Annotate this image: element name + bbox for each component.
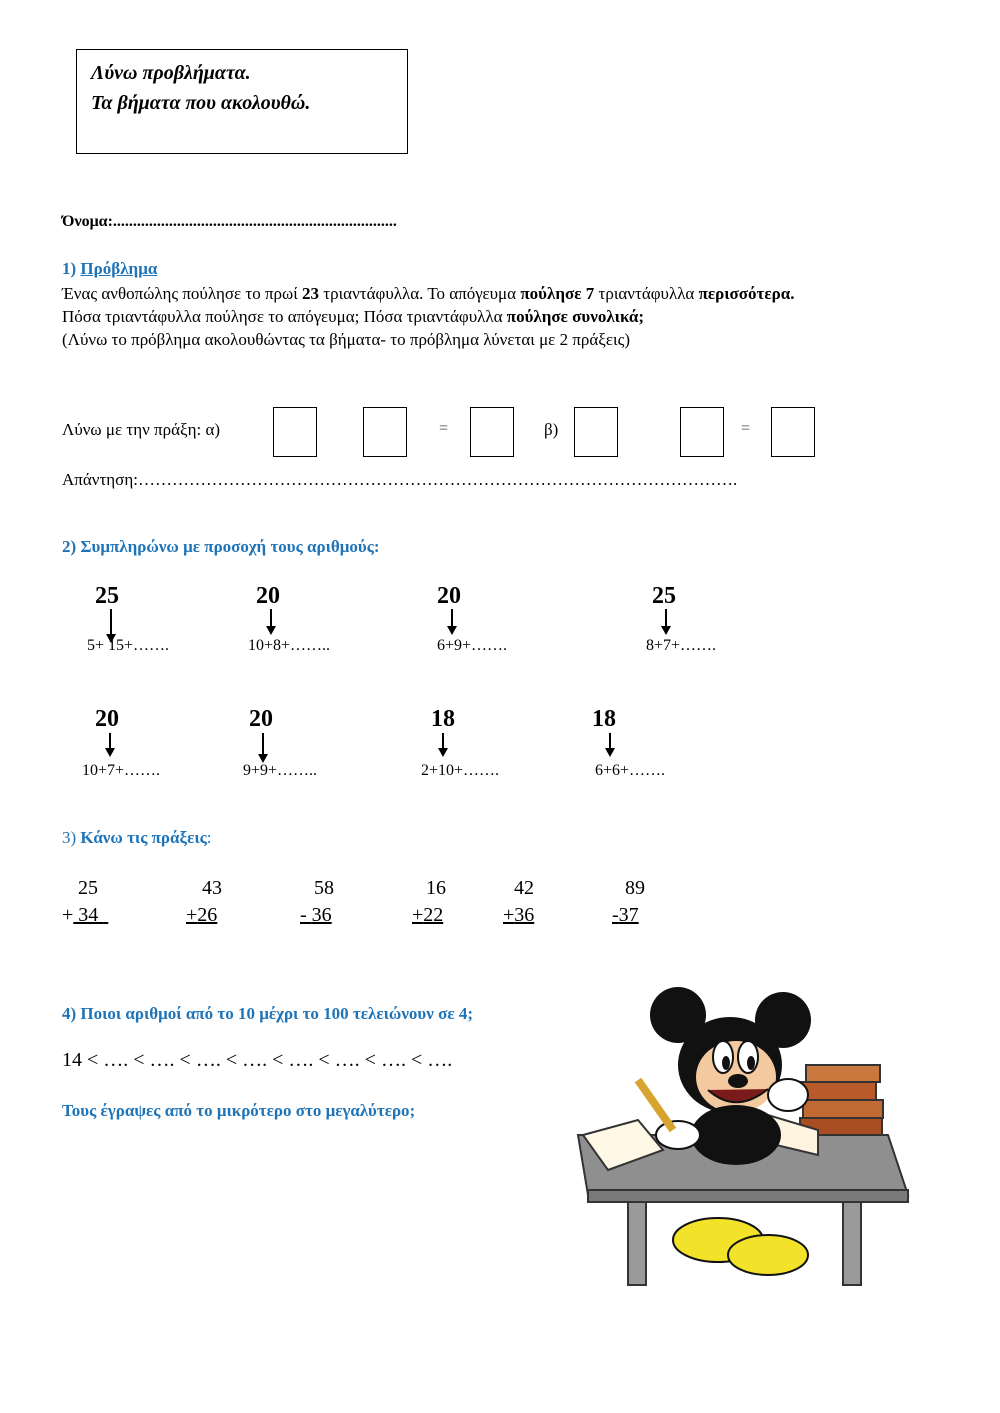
sum-expression[interactable]: 10+7+……. bbox=[82, 762, 161, 779]
answer-box-a1[interactable] bbox=[273, 407, 317, 457]
problem-2-title: 2) Συμπληρώνω με προσοχή τους αριθμούς: bbox=[62, 537, 380, 556]
answer-box-b2[interactable] bbox=[680, 407, 724, 457]
title-line-1: Λύνω προβλήματα. bbox=[91, 62, 251, 84]
target-number: 20 bbox=[95, 706, 119, 732]
solve-operations-row bbox=[62, 407, 842, 459]
sum-expression[interactable]: 8+7+……. bbox=[646, 637, 717, 654]
operand-top: 58 bbox=[314, 877, 334, 899]
problem-1-line-2: Πόσα τριαντάφυλλα πούλησε το απόγευμα; Πόσα τριαντάφυλλα πούλησε συνολικά; bbox=[62, 307, 645, 326]
answer-line: Απάντηση:……………………………………………………………………………………………. bbox=[62, 470, 738, 489]
problem-1-number: 1) bbox=[62, 259, 81, 278]
operand-top: 25 bbox=[78, 877, 98, 899]
sum-expression[interactable]: 5+ 15+……. bbox=[87, 637, 170, 654]
vertical-addition[interactable] bbox=[186, 875, 222, 929]
problem-1-title: Πρόβλημα bbox=[80, 259, 158, 278]
solve-label: Λύνω με την πράξη: α) bbox=[62, 420, 221, 439]
target-number: 20 bbox=[256, 583, 280, 609]
operand-top: 43 bbox=[202, 877, 222, 899]
target-number: 25 bbox=[95, 583, 119, 609]
vertical-addition[interactable] bbox=[503, 875, 534, 929]
title-line-2: Τα βήματα που ακολουθώ. bbox=[91, 92, 311, 114]
sum-expression[interactable]: 6+9+……. bbox=[437, 637, 508, 654]
answer-box-b3[interactable] bbox=[771, 407, 815, 457]
target-number: 20 bbox=[437, 583, 461, 609]
vertical-addition[interactable] bbox=[412, 875, 446, 929]
number-sequence-line[interactable]: 14 < …. < …. < …. < …. < …. < …. < …. < …. bbox=[62, 1049, 453, 1071]
answer-box-a2[interactable] bbox=[363, 407, 407, 457]
operand-bottom: +22 bbox=[412, 904, 444, 926]
vertical-subtraction[interactable] bbox=[612, 875, 645, 929]
sum-expression[interactable]: 10+8+…….. bbox=[248, 637, 331, 654]
operand-bottom: +26 bbox=[186, 904, 218, 926]
target-number: 18 bbox=[431, 706, 455, 732]
vertical-addition[interactable] bbox=[62, 875, 108, 929]
name-field-label: Όνομα:....................................................................... bbox=[62, 213, 397, 230]
target-number: 18 bbox=[592, 706, 616, 732]
problem-4-title: 4) Ποιοι αριθμοί από το 10 μέχρι το 100 τελειώνουν σε 4; bbox=[62, 1004, 474, 1023]
equals-sign-a: = bbox=[439, 420, 449, 437]
operand-top: 42 bbox=[514, 877, 534, 899]
sum-expression[interactable]: 2+10+……. bbox=[421, 762, 500, 779]
sum-expression[interactable]: 9+9+…….. bbox=[243, 762, 318, 779]
operand-top: 89 bbox=[625, 877, 645, 899]
sum-expression[interactable]: 6+6+……. bbox=[595, 762, 666, 779]
problem-1-line-3: (Λύνω το πρόβλημα ακολουθώντας τα βήματα- το πρόβλημα λύνεται με 2 πράξεις) bbox=[62, 330, 630, 349]
problem-4-question: Τους έγραψες από το μικρότερο στο μεγαλύτερο; bbox=[62, 1101, 416, 1120]
operand-bottom: -37 bbox=[612, 904, 639, 926]
mickey-mouse-icon bbox=[568, 985, 920, 1297]
problem-3-title: 3) Κάνω τις πράξεις: bbox=[62, 828, 212, 847]
answer-box-a3[interactable] bbox=[470, 407, 514, 457]
mickey-studying-illustration bbox=[568, 985, 920, 1297]
target-number: 20 bbox=[249, 706, 273, 732]
vertical-subtraction[interactable] bbox=[300, 875, 334, 929]
answer-box-b1[interactable] bbox=[574, 407, 618, 457]
operand-bottom: + 34 bbox=[62, 904, 104, 926]
operand-bottom: +36 bbox=[503, 904, 535, 926]
target-number: 25 bbox=[652, 583, 676, 609]
beta-label: β) bbox=[544, 420, 559, 439]
title-box bbox=[76, 49, 408, 154]
problem-1-text bbox=[62, 282, 962, 351]
problem-1-heading bbox=[62, 259, 157, 279]
equals-sign-b: = bbox=[741, 420, 751, 437]
operand-bottom: - 36 bbox=[300, 904, 332, 926]
problem-1-line-1: Ένας ανθοπώλης πούλησε το πρωί 23 τριαντάφυλλα. Το απόγευμα πούλησε 7 τριαντάφυλλα περισσότερα. bbox=[62, 284, 795, 303]
operand-top: 16 bbox=[426, 877, 446, 899]
